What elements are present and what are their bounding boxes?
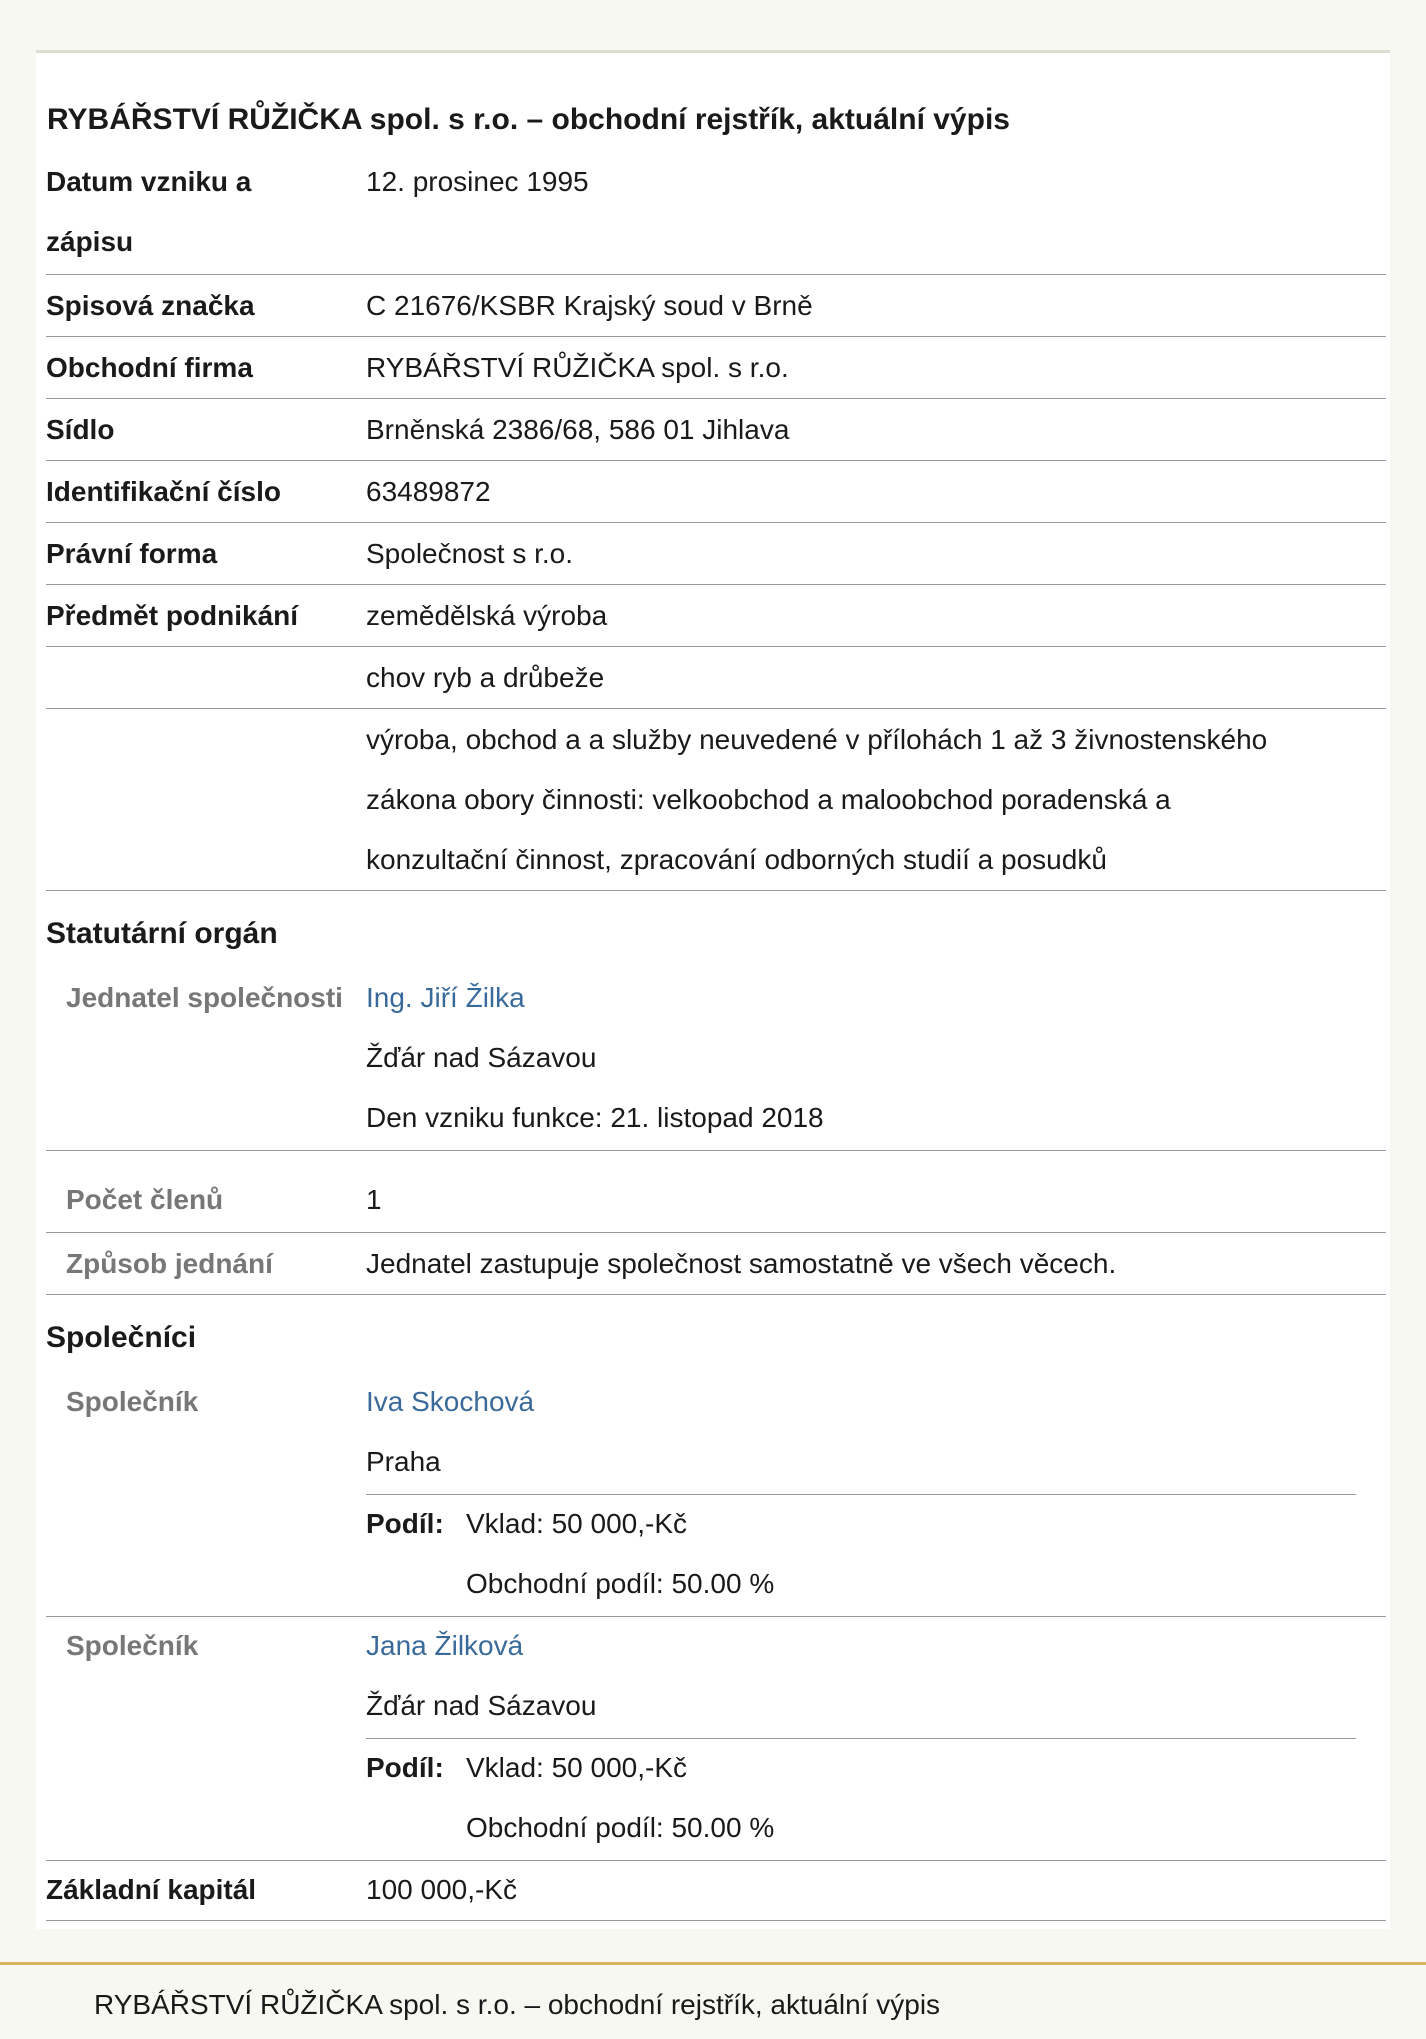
link-spolecnik-name[interactable]: Jana Žilková: [366, 1630, 524, 1661]
label-zpusob-jednani: Způsob jednání: [66, 1248, 273, 1279]
divider: [46, 1920, 1386, 1921]
divider: [46, 890, 1386, 891]
value-jednatel-since: Den vzniku funkce: 21. listopad 2018: [366, 1102, 824, 1133]
divider: [46, 646, 1386, 647]
label-spisova-znacka: Spisová značka: [46, 290, 255, 321]
value-ico: 63489872: [366, 476, 491, 507]
divider: [46, 398, 1386, 399]
value-sidlo: Brněnská 2386/68, 586 01 Jihlava: [366, 414, 790, 445]
link-spolecnik-name[interactable]: Iva Skochová: [366, 1386, 535, 1417]
value-predmet-long-line-3: konzultační činnost, zpracování odborných studií a posudků: [366, 844, 1107, 875]
value-spisova-znacka: C 21676/KSBR Krajský soud v Brně: [366, 290, 813, 321]
divider: [46, 584, 1386, 585]
label-jednatel: Jednatel společnosti: [66, 982, 343, 1013]
footer: [0, 1962, 1426, 2039]
value-obchodni-podil: Obchodní podíl: 50.00 %: [466, 1812, 775, 1843]
value-predmet-item: zemědělská výroba: [366, 600, 608, 631]
section-heading-spolecnici: Společníci: [46, 1321, 197, 1354]
label-predmet-podnikani: Předmět podnikání: [46, 600, 299, 631]
value-spolecnik-place: Žďár nad Sázavou: [366, 1690, 597, 1721]
value-predmet-long-line-1: výroba, obchod a a služby neuvedené v přílohách 1 až 3 živnostenského: [366, 724, 1268, 755]
value-predmet-item: chov ryb a drůbeže: [366, 662, 605, 693]
link-jednatel-name[interactable]: Ing. Jiří Žilka: [366, 982, 525, 1013]
value-spolecnik-place: Praha: [366, 1446, 441, 1477]
label-obchodni-firma: Obchodní firma: [46, 352, 253, 383]
label-pocet-clenu: Počet členů: [66, 1184, 224, 1215]
divider: [46, 1860, 1386, 1861]
divider: [46, 522, 1386, 523]
divider: [366, 1738, 1356, 1739]
label-pravni-forma: Právní forma: [46, 538, 218, 569]
label-spolecnik: Společník: [66, 1386, 199, 1417]
divider: [46, 336, 1386, 337]
divider: [46, 1232, 1386, 1233]
label-zakladni-kapital: Základní kapitál: [46, 1874, 257, 1905]
label-ico: Identifikační číslo: [46, 476, 281, 507]
footer-title: RYBÁŘSTVÍ RŮŽIČKA spol. s r.o. – obchodní rejstřík, aktuální výpis: [94, 1989, 941, 2020]
section-heading-statutarni-organ: Statutární orgán: [46, 917, 278, 950]
value-zpusob-jednani: Jednatel zastupuje společnost samostatně ve všech věcech.: [366, 1248, 1117, 1279]
label-spolecnik: Společník: [66, 1630, 199, 1661]
divider: [46, 1294, 1386, 1295]
divider: [46, 1150, 1386, 1151]
label-sidlo: Sídlo: [46, 414, 115, 445]
divider: [46, 460, 1386, 461]
value-predmet-long-line-2: zákona obory činnosti: velkoobchod a maloobchod poradenská a: [366, 784, 1171, 815]
divider: [366, 1494, 1356, 1495]
value-datum-vzniku: 12. prosinec 1995: [366, 166, 589, 197]
value-pocet-clenu: 1: [366, 1184, 382, 1215]
value-pravni-forma: Společnost s r.o.: [366, 538, 574, 569]
divider: [46, 708, 1386, 709]
divider: [46, 1616, 1386, 1617]
value-zakladni-kapital: 100 000,-Kč: [366, 1874, 517, 1905]
label-podil: Podíl:: [366, 1752, 444, 1783]
value-obchodni-podil: Obchodní podíl: 50.00 %: [466, 1568, 775, 1599]
value-obchodni-firma: RYBÁŘSTVÍ RŮŽIČKA spol. s r.o.: [366, 352, 789, 383]
divider: [46, 274, 1386, 275]
value-vklad: Vklad: 50 000,-Kč: [466, 1752, 688, 1783]
label-podil: Podíl:: [366, 1508, 444, 1539]
label-datum-vzniku-line2: zápisu: [46, 226, 134, 257]
value-vklad: Vklad: 50 000,-Kč: [466, 1508, 688, 1539]
label-datum-vzniku: Datum vzniku a: [46, 166, 252, 197]
value-jednatel-place: Žďár nad Sázavou: [366, 1042, 597, 1073]
page-title: RYBÁŘSTVÍ RŮŽIČKA spol. s r.o. – obchodní rejstřík, aktuální výpis: [47, 103, 1010, 136]
